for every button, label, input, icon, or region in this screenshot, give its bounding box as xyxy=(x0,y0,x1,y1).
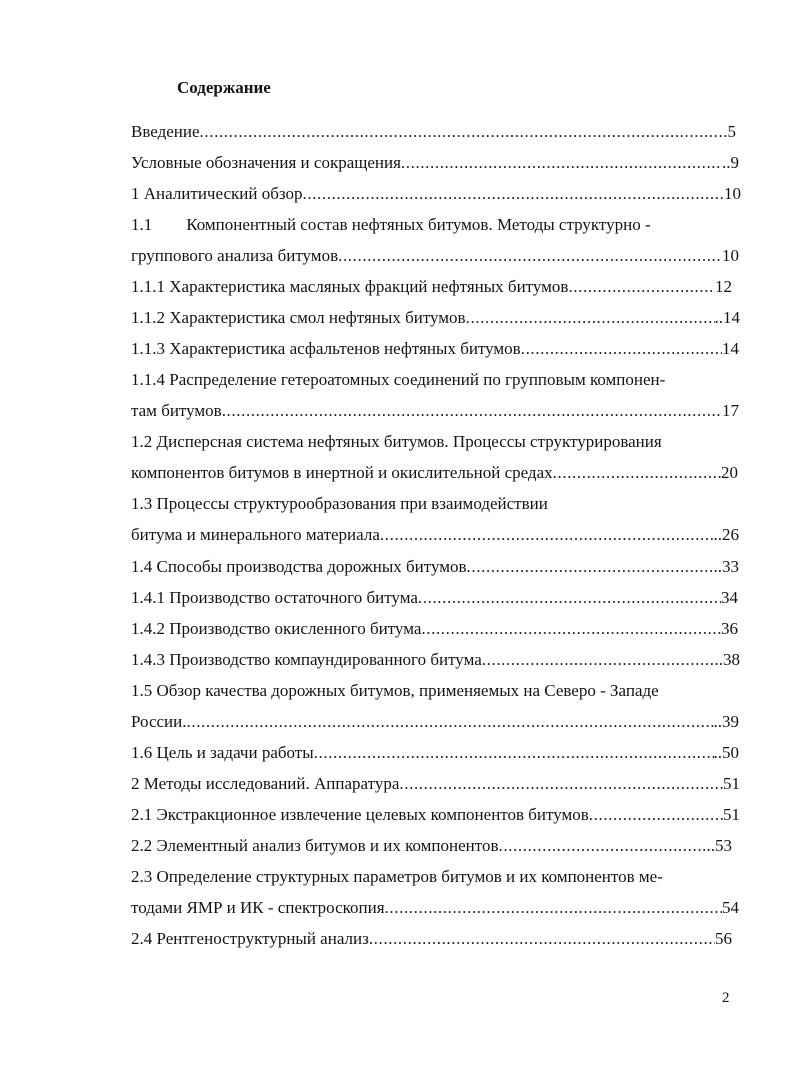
toc-entry[interactable] xyxy=(131,338,739,360)
toc-entry-title: 1.4 Способы производства дорожных битумов xyxy=(131,557,467,576)
toc-entry-page: 51 xyxy=(723,805,740,824)
toc-entry-continued[interactable] xyxy=(131,431,743,453)
toc-entry-page: ..39 xyxy=(713,712,739,731)
toc-entry-page: .5 xyxy=(723,122,736,141)
toc-leader-dots xyxy=(553,462,721,484)
toc-entry[interactable] xyxy=(131,245,739,267)
page-title: Содержание xyxy=(177,78,271,97)
toc-entry-title: 1.3 Процессы структурообразования при взаимодействии xyxy=(131,494,548,513)
toc-entry-title: 1.2 Дисперсная система нефтяных битумов. Процессы структурирования xyxy=(131,432,662,451)
toc-entry-title: компонентов битумов в инертной и окислительной средах xyxy=(131,463,553,482)
toc-entry-title: 1.1.2 Характеристика смол нефтяных битумов xyxy=(131,308,466,327)
toc-entry-page: ..26 xyxy=(713,525,739,544)
toc-entry-title: группового анализа битумов xyxy=(131,246,339,265)
toc-leader-dots xyxy=(466,307,715,329)
toc-entry[interactable] xyxy=(131,462,738,484)
toc-entry-page: ..33 xyxy=(713,557,739,576)
toc-leader-dots xyxy=(338,245,722,267)
toc-leader-dots xyxy=(302,183,724,205)
toc-leader-dots xyxy=(467,556,714,578)
toc-entry-page: 10 xyxy=(722,246,739,265)
toc-entry-page: 17 xyxy=(722,401,739,420)
toc-entry-title: 1.4.2 Производство окисленного битума xyxy=(131,619,422,638)
toc-entry-page: 56 xyxy=(715,929,732,948)
toc-entry[interactable] xyxy=(131,897,739,919)
toc-entry-page: 10 xyxy=(724,184,741,203)
toc-entry-title: 2.4 Рентгеноструктурный анализ xyxy=(131,929,369,948)
toc-entry[interactable] xyxy=(131,711,739,733)
toc-entry-title: там битумов xyxy=(131,401,222,420)
toc-entry-page: ..50 xyxy=(713,743,739,762)
toc-entry-page: 51 xyxy=(723,774,740,793)
toc-leader-dots xyxy=(589,804,723,826)
toc-entry-title: 1.4.1 Производство остаточного битума xyxy=(131,588,418,607)
toc-entry[interactable] xyxy=(131,524,739,546)
toc-entry-title: Условные обозначения и сокращения xyxy=(131,153,401,172)
toc-entry-page: 20 xyxy=(721,463,738,482)
toc-entry-page: 14 xyxy=(722,339,739,358)
toc-entry-title: 1.4.3 Производство компаундированного битума xyxy=(131,650,482,669)
toc-leader-dots xyxy=(401,152,722,174)
toc-entry[interactable] xyxy=(131,587,738,609)
toc-leader-dots xyxy=(521,338,722,360)
toc-leader-dots xyxy=(222,400,722,422)
toc-entry[interactable] xyxy=(131,742,739,764)
toc-entry-title: 1 Аналитический обзор xyxy=(131,184,303,203)
toc-entry[interactable] xyxy=(131,928,732,950)
toc-leader-dots xyxy=(369,928,715,950)
toc-leader-dots xyxy=(418,587,721,609)
toc-entry[interactable] xyxy=(131,121,736,143)
toc-entry-title: 1.1.4 Распределение гетероатомных соединений по групповым компонен- xyxy=(131,370,666,389)
toc-entry-title: 2 Методы исследований. Аппаратура xyxy=(131,774,400,793)
toc-entry[interactable] xyxy=(131,307,740,329)
toc-leader-dots xyxy=(385,897,722,919)
toc-entry-title: тодами ЯМР и ИК - спектроскопия xyxy=(131,898,385,917)
toc-entry[interactable] xyxy=(131,649,740,671)
toc-leader-dots xyxy=(200,121,724,143)
toc-leader-dots xyxy=(568,276,715,298)
page-number: 2 xyxy=(722,990,730,1006)
toc-entry-title: 2.2 Элементный анализ битумов и их компонентов xyxy=(131,836,499,855)
toc-leader-dots xyxy=(421,618,721,640)
toc-entry-continued[interactable] xyxy=(131,369,743,391)
toc-entry[interactable] xyxy=(131,773,740,795)
toc-leader-dots xyxy=(498,835,706,857)
toc-entry-title: Компонентный состав нефтяных битумов. Методы структурно - xyxy=(186,215,651,234)
toc-entry-title: 2.1 Экстракционное извлечение целевых компонентов битумов xyxy=(131,805,589,824)
toc-leader-dots xyxy=(314,742,714,764)
toc-entry-title: Введение xyxy=(131,122,200,141)
toc-entry-page: ..53 xyxy=(706,836,732,855)
toc-entry-page: 54 xyxy=(722,898,739,917)
toc-entry-continued[interactable] xyxy=(131,214,741,236)
toc-leader-dots xyxy=(187,711,714,733)
toc-entry-title: России. xyxy=(131,712,187,731)
toc-entry[interactable] xyxy=(131,804,740,826)
toc-entry[interactable] xyxy=(131,400,739,422)
toc-entry-page: ..38 xyxy=(714,650,740,669)
toc-entry[interactable] xyxy=(131,183,741,205)
toc-entry-continued[interactable] xyxy=(131,680,743,702)
toc-entry-title: 1.1.1 Характеристика масляных фракций нефтяных битумов xyxy=(131,277,569,296)
toc-entry-title: 1.5 Обзор качества дорожных битумов, применяемых на Северо - Западе xyxy=(131,681,659,700)
toc-entry-continued[interactable] xyxy=(131,493,743,515)
toc-leader-dots xyxy=(380,524,714,546)
toc-entry[interactable] xyxy=(131,152,739,174)
toc-entry-page: ..9 xyxy=(722,153,739,172)
toc-entry-page: 12 xyxy=(715,277,732,296)
toc-leader-dots xyxy=(399,773,723,795)
toc-leader-dots xyxy=(482,649,715,671)
toc-entry-title: 1.6 Цель и задачи работы xyxy=(131,743,314,762)
toc-entry[interactable] xyxy=(131,618,738,640)
toc-entry-page: 36 xyxy=(721,619,738,638)
toc-entry[interactable] xyxy=(131,556,739,578)
toc-entry[interactable] xyxy=(131,835,732,857)
toc-entry-number: 1.1 xyxy=(131,215,153,234)
toc-entry-title: 1.1.3 Характеристика асфальтенов нефтяных битумов xyxy=(131,339,521,358)
toc-entry-continued[interactable] xyxy=(131,866,743,888)
toc-entry-title: 2.3 Определение структурных параметров битумов и их компонентов ме- xyxy=(131,867,663,886)
toc-entry-title: битума и минерального материала xyxy=(131,525,380,544)
toc-entry[interactable] xyxy=(131,276,732,298)
toc-entry-page: ..14 xyxy=(714,308,740,327)
toc-entry-page: 34 xyxy=(721,588,738,607)
